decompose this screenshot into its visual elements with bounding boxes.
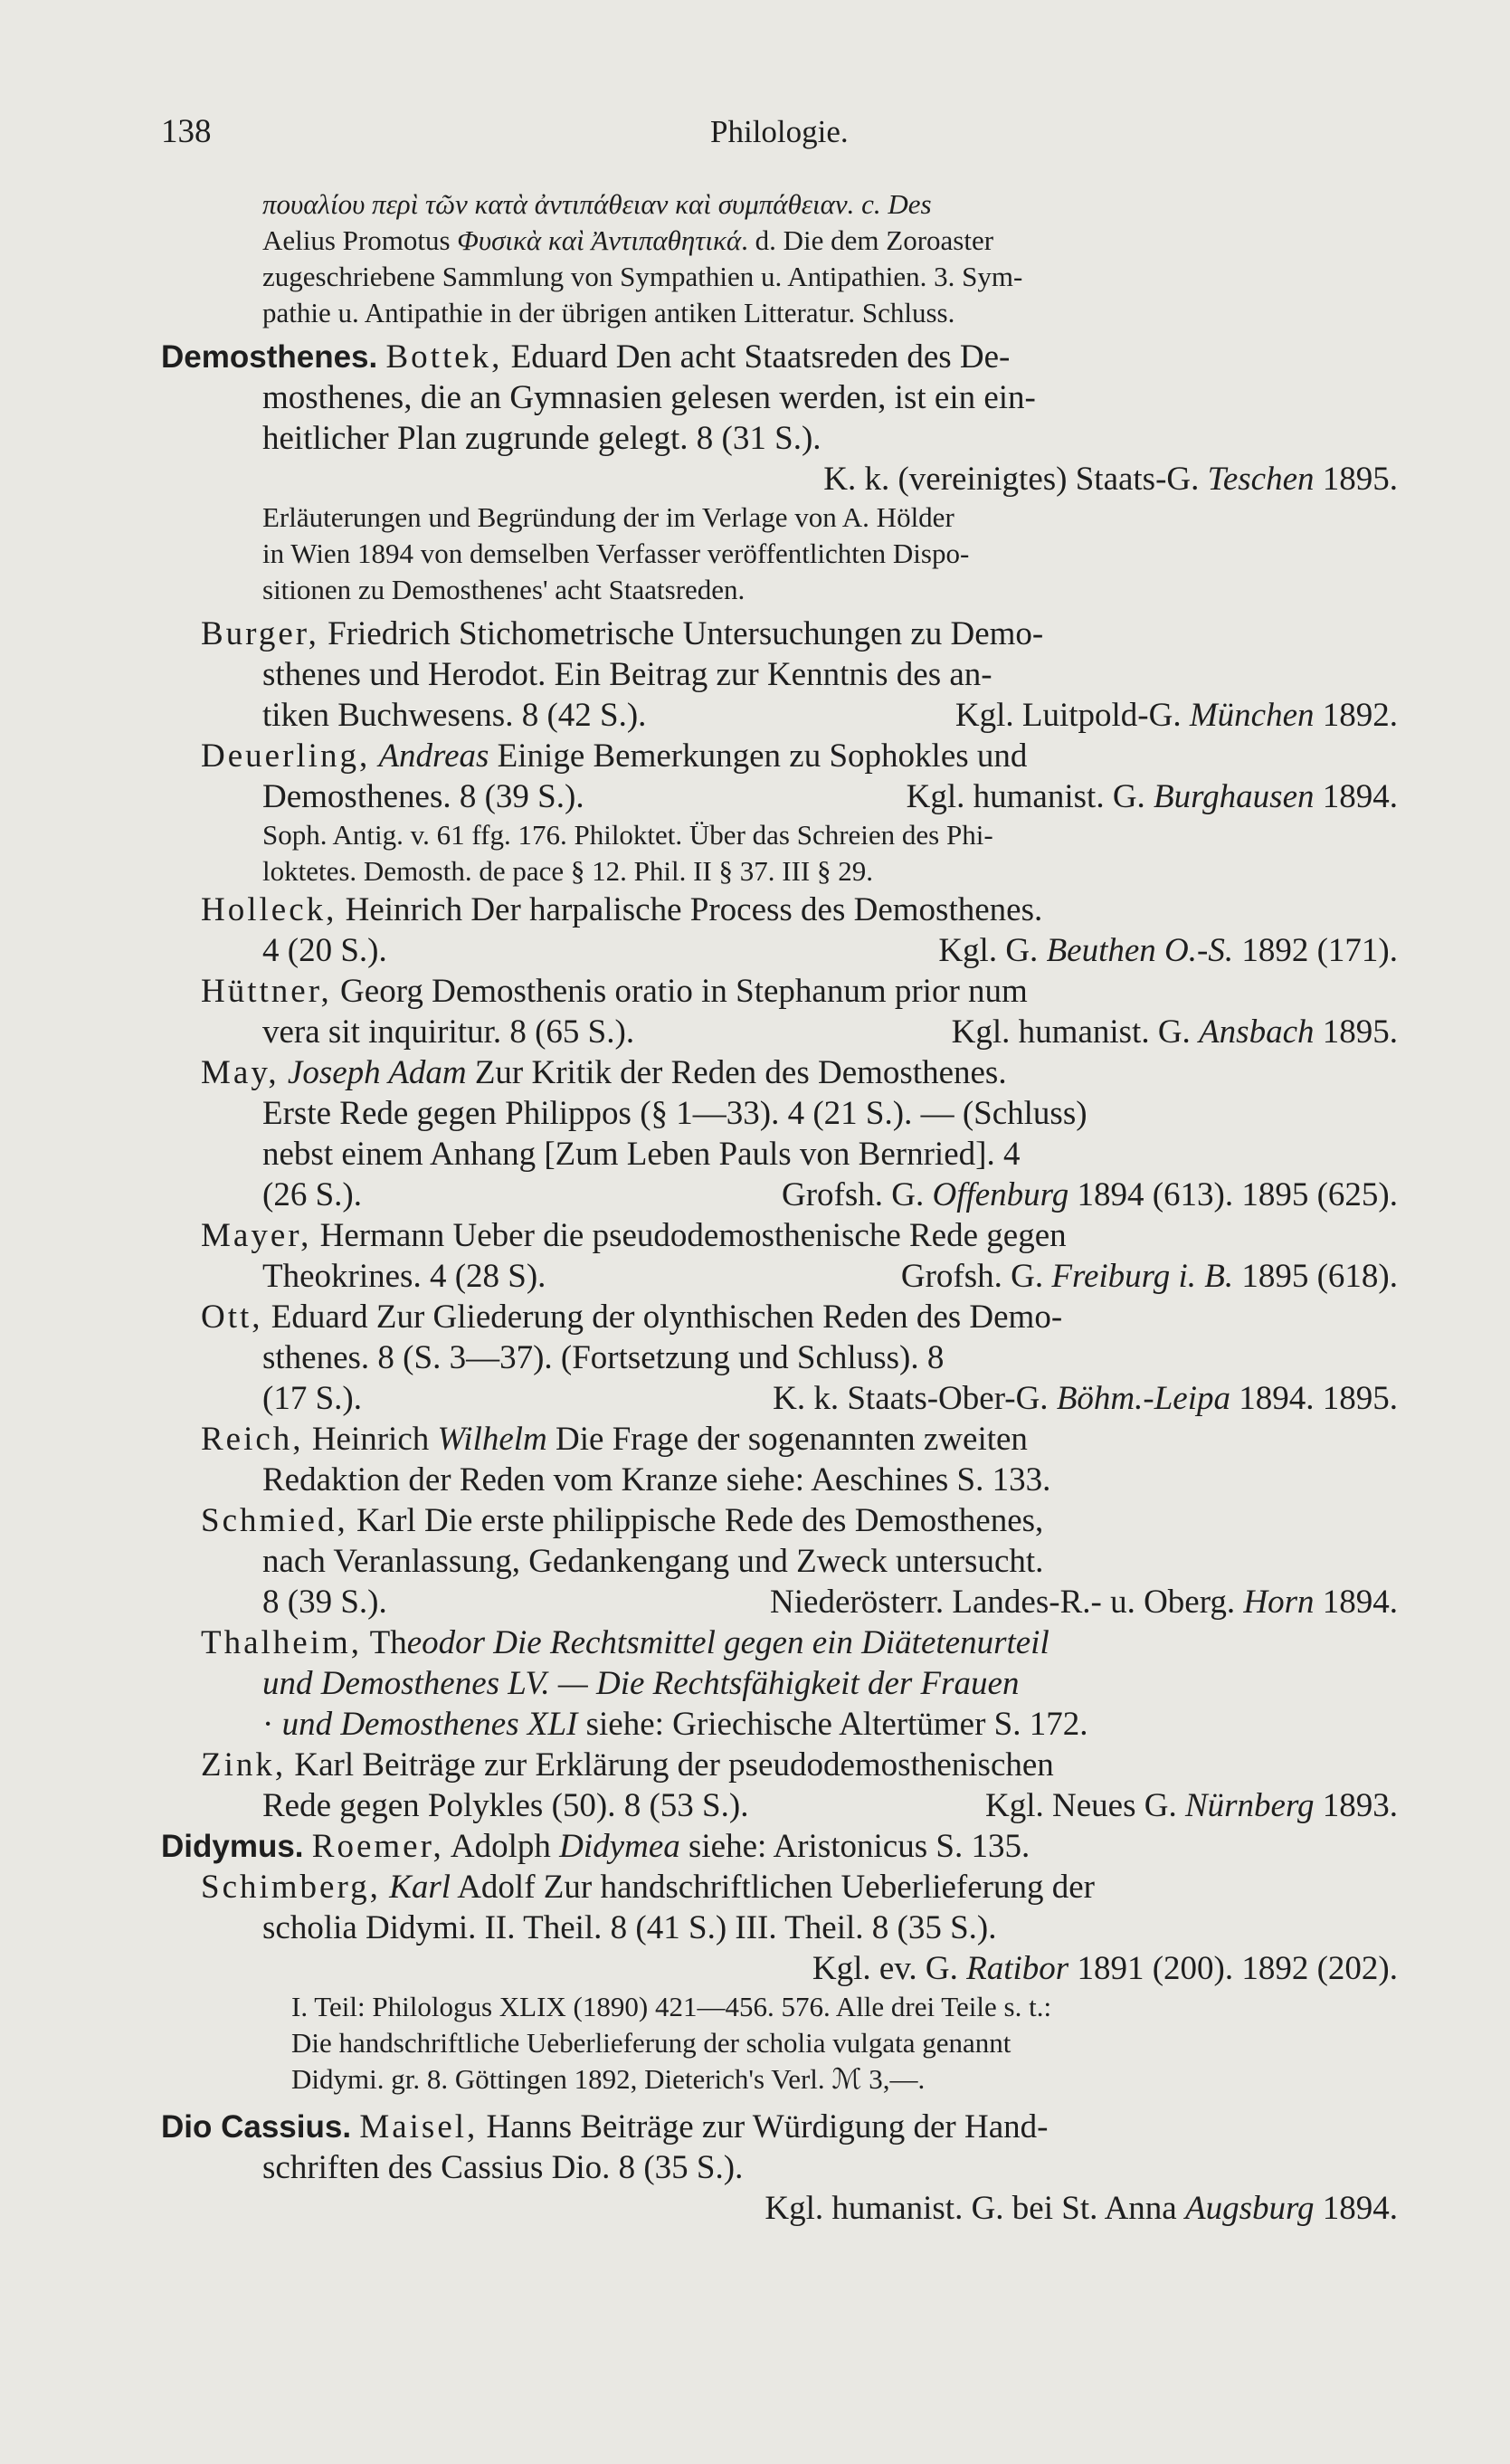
note-line — [0, 186, 1510, 223]
text-segment: Kgl. humanist. G. — [951, 1013, 1200, 1051]
text-segment: 1891 (200). 1892 (202). — [1068, 1950, 1398, 1987]
entry-line — [0, 1663, 1510, 1704]
entry-line — [0, 971, 1510, 1012]
entry-line — [0, 1337, 1510, 1378]
text-segment: πουαλίου περὶ τῶν κατὰ ἀντιπάθειαν καὶ συμπάθειαν. c. Des — [262, 188, 932, 220]
text-segment: Einige Bemerkungen zu Sophokles und — [489, 737, 1028, 775]
text-segment: und Demosthenes XLI — [281, 1706, 578, 1743]
note-line — [0, 536, 1510, 572]
text-segment: und Demosthenes LV. — Die Rechtsfähigkeit der Frauen — [262, 1665, 1020, 1702]
text-segment: Φυσικὰ καὶ Ἀντιπαθητικά — [457, 224, 742, 256]
text-segment: Offenburg — [932, 1176, 1069, 1213]
text-segment: eodor Die Rechtsmittel gegen ein Diätetenurteil — [406, 1624, 1049, 1661]
text-segment: sthenes. 8 (S. 3—37). (Fortsetzung und Schluss). 8 — [262, 1339, 945, 1376]
text-segment: Karl Beiträge zur Erklärung der pseudodemosthenischen — [286, 1746, 1054, 1784]
author-surname: Schmied, — [201, 1502, 348, 1539]
school-location-year — [782, 1175, 1398, 1215]
entry-line — [0, 2107, 1510, 2147]
school-location-year — [764, 2188, 1398, 2229]
author-surname: Reich, — [201, 1421, 304, 1458]
entry-line — [0, 736, 1510, 776]
entry-line — [0, 695, 1510, 736]
author-surname: Burger, — [201, 615, 319, 652]
text-segment: Kgl. Luitpold-G. — [954, 697, 1190, 734]
text-segment: Redaktion der Reden vom Kranze siehe: Aeschines S. 133. — [262, 1461, 1051, 1498]
note-line — [0, 1989, 1510, 2025]
entry-line — [0, 1256, 1510, 1297]
entry-line — [0, 418, 1510, 459]
text-segment: Erste Rede gegen Philippos (§ 1—33). 4 (21 S.). — (Schluss) — [262, 1095, 1087, 1132]
text-segment: Aelius Promotus — [262, 224, 458, 256]
note-line — [0, 853, 1510, 890]
text-segment: nach Veranlassung, Gedankengang und Zweck untersucht. — [262, 1543, 1044, 1580]
section-heading: Dio Cassius. — [161, 2109, 352, 2145]
entry-line — [0, 1215, 1510, 1256]
text-segment: scholia Didymi. II. Theil. 8 (41 S.) III. Theil. 8 (35 S.). — [262, 1909, 997, 1946]
text-segment: siehe: Griechische Altertümer S. 172. — [577, 1706, 1088, 1743]
text-segment: loktetes. Demosth. de pace § 12. Phil. II § 37. III § 29. — [262, 855, 873, 887]
text-segment: K. k. Staats-Ober-G. — [773, 1380, 1057, 1417]
author-surname: Hüttner, — [201, 973, 332, 1010]
author-surname: Holleck, — [201, 891, 337, 928]
author-surname: Roemer, — [311, 1828, 444, 1865]
school-location-year — [770, 1582, 1398, 1622]
text-segment: Kgl. Neues G. — [985, 1787, 1185, 1824]
text-segment: Niederösterr. Landes-R.- u. Oberg. — [770, 1584, 1244, 1621]
school-location-year — [901, 1256, 1398, 1297]
entry-line — [0, 1012, 1510, 1052]
text-segment: 1895 (618). — [1233, 1258, 1398, 1295]
text-segment: (26 S.). — [262, 1176, 362, 1213]
entry-line — [0, 930, 1510, 971]
school-location-year — [952, 1012, 1398, 1052]
text-segment: Eduard Zur Gliederung der olynthischen Reden des Demo- — [262, 1299, 1063, 1336]
school-location-year — [812, 1948, 1398, 1989]
text-segment: Grofsh. G. — [781, 1176, 933, 1213]
author-surname: May, — [201, 1054, 280, 1091]
note-line — [0, 817, 1510, 853]
text-segment: Heinrich — [303, 1421, 438, 1458]
text-segment: Die Frage der sogenannten zweiten — [546, 1421, 1028, 1458]
entry-line — [0, 1541, 1510, 1582]
text-segment — [304, 1828, 312, 1865]
text-segment: Didymea — [559, 1828, 680, 1865]
school-location-year — [938, 930, 1398, 971]
author-surname: Maisel, — [359, 2108, 479, 2145]
author-surname: Mayer, — [201, 1217, 312, 1254]
note-line — [0, 2061, 1510, 2098]
text-segment: pathie u. Antipathie in der übrigen antiken Litteratur. Schluss. — [262, 297, 955, 328]
text-segment: Rede gegen Polykles (50). 8 (53 S.). — [262, 1787, 749, 1824]
text-segment: Karl Die erste philippische Rede des Demosthenes, — [347, 1502, 1044, 1539]
text-segment: Wilhelm — [437, 1421, 547, 1458]
entry-line — [0, 890, 1510, 930]
text-segment: Heinrich Der harpalische Process des Demosthenes. — [337, 891, 1043, 928]
text-segment: 1892. — [1314, 697, 1398, 734]
entry-line — [0, 2188, 1510, 2229]
entry-line — [0, 1460, 1510, 1500]
school-location-year — [955, 695, 1398, 736]
entry-line — [0, 1948, 1510, 1989]
entry-line — [0, 1297, 1510, 1337]
entry-line — [0, 1134, 1510, 1175]
text-segment: zugeschriebene Sammlung von Sympathien u. Antipathien. 3. Sym- — [262, 261, 1023, 292]
text-segment: Soph. Antig. v. 61 ffg. 176. Philoktet. Über das Schreien des Phi- — [262, 819, 993, 851]
entry-line — [0, 1745, 1510, 1785]
text-segment: heitlicher Plan zugrunde gelegt. 8 (31 S.). — [262, 420, 821, 457]
text-segment: Horn — [1243, 1584, 1315, 1621]
author-surname: Bottek, — [385, 338, 503, 376]
text-segment: sitionen zu Demosthenes' acht Staatsreden. — [262, 574, 746, 605]
page-header — [0, 112, 1510, 157]
text-segment: 8 (39 S.). — [262, 1584, 387, 1621]
text-segment: Ratibor — [966, 1950, 1069, 1987]
text-segment: in Wien 1894 von demselben Verfasser veröffentlichten Dispo- — [262, 538, 970, 569]
text-segment: München — [1189, 697, 1315, 734]
author-surname: Thalheim, — [201, 1624, 363, 1661]
note-line — [0, 259, 1510, 295]
school-location-year — [773, 1378, 1398, 1419]
page-number: 138 — [161, 113, 212, 150]
running-title: Philologie. — [710, 114, 849, 149]
text-segment: 1894 (613). 1895 (625). — [1068, 1176, 1398, 1213]
author-surname: Schimberg, — [201, 1869, 381, 1906]
note-line — [0, 572, 1510, 608]
text-segment: Didymi. gr. 8. Göttingen 1892, Dieterich's Verl. ℳ 3,—. — [291, 2063, 926, 2095]
text-segment — [377, 338, 385, 376]
text-segment: Erläuterungen und Begründung der im Verlage von A. Hölder — [262, 501, 954, 533]
entry-line — [0, 1785, 1510, 1826]
text-segment: 4 (20 S.). — [262, 932, 387, 969]
text-segment: Kgl. G. — [938, 932, 1047, 969]
text-segment: Karl — [389, 1869, 451, 1906]
text-segment: Adolf Zur handschriftlichen Ueberlieferung der — [451, 1869, 1095, 1906]
text-segment: 1895. — [1314, 461, 1398, 498]
text-segment: 1894. 1895. — [1230, 1380, 1398, 1417]
text-segment: Augsburg — [1184, 2190, 1315, 2227]
text-segment — [280, 1054, 288, 1091]
section-heading: Didymus. — [161, 1829, 304, 1864]
text-segment: · — [262, 1706, 282, 1743]
entry-line — [0, 1622, 1510, 1663]
text-segment: Die handschriftliche Ueberlieferung der scholia vulgata genannt — [291, 2027, 1011, 2059]
text-segment: Eduard Den acht Staatsreden des De- — [502, 338, 1011, 376]
author-surname: Deuerling, — [201, 737, 371, 775]
text-segment: 1894. — [1314, 778, 1398, 815]
text-segment: (17 S.). — [262, 1380, 362, 1417]
entry-line — [0, 614, 1510, 654]
text-segment: Hanns Beiträge zur Würdigung der Hand- — [478, 2108, 1049, 2145]
text-segment: Freiburg i. B. — [1051, 1258, 1234, 1295]
text-segment — [351, 2108, 359, 2145]
entry-line — [0, 1826, 1510, 1867]
text-segment: Joseph Adam — [287, 1054, 467, 1091]
text-segment: nebst einem Anhang [Zum Leben Pauls von Bernried]. 4 — [262, 1136, 1021, 1173]
entry-line — [0, 1582, 1510, 1622]
text-segment: Andreas — [378, 737, 489, 775]
text-segment: Demosthenes. 8 (39 S.). — [262, 778, 584, 815]
text-segment: Böhm.-Leipa — [1056, 1380, 1230, 1417]
text-segment: 1894. — [1314, 2190, 1398, 2227]
text-segment: 1894. — [1314, 1584, 1398, 1621]
entry-line — [0, 1907, 1510, 1948]
entry-line — [0, 654, 1510, 695]
note-line — [0, 499, 1510, 536]
author-surname: Zink, — [201, 1746, 287, 1784]
note-line — [0, 295, 1510, 331]
entry-line — [0, 1500, 1510, 1541]
school-location-year — [823, 459, 1398, 499]
entry-line — [0, 337, 1510, 377]
text-segment: siehe: Aristonicus S. 135. — [679, 1828, 1030, 1865]
text-segment: Nürnberg — [1184, 1787, 1315, 1824]
entry-line — [0, 1704, 1510, 1745]
entry-line — [0, 1093, 1510, 1134]
note-line — [0, 2025, 1510, 2061]
text-segment: Teschen — [1207, 461, 1315, 498]
text-segment: 1893. — [1314, 1787, 1398, 1824]
school-location-year — [985, 1785, 1398, 1826]
text-segment: Grofsh. G. — [900, 1258, 1052, 1295]
text-segment: K. k. (vereinigtes) Staats-G. — [823, 461, 1208, 498]
entry-line — [0, 1052, 1510, 1093]
text-segment: I. Teil: Philologus XLIX (1890) 421—456. 576. Alle drei Teile s. t.: — [291, 1991, 1052, 2022]
entry-line — [0, 1175, 1510, 1215]
text-segment: schriften des Cassius Dio. 8 (35 S.). — [262, 2149, 744, 2186]
section-heading: Demosthenes. — [161, 339, 378, 375]
text-segment: sthenes und Herodot. Ein Beitrag zur Kenntnis des an- — [262, 656, 992, 693]
text-segment: . d. Die dem Zoroaster — [741, 224, 994, 256]
text-segment: Hermann Ueber die pseudodemosthenische Rede gegen — [311, 1217, 1067, 1254]
entry-line — [0, 1867, 1510, 1907]
text-segment: 1895. — [1314, 1013, 1398, 1051]
text-segment: Georg Demosthenis oratio in Stephanum prior num — [331, 973, 1028, 1010]
text-segment: vera sit inquiritur. 8 (65 S.). — [262, 1013, 635, 1051]
text-segment: tiken Buchwesens. 8 (42 S.). — [262, 697, 647, 734]
text-segment: Burghausen — [1154, 778, 1315, 815]
author-surname: Ott, — [201, 1299, 263, 1336]
entry-line — [0, 377, 1510, 418]
text-segment: Theokrines. 4 (28 S). — [262, 1258, 546, 1295]
text-segment: Kgl. humanist. G. — [906, 778, 1154, 815]
text-segment: Beuthen O.-S. — [1046, 932, 1234, 969]
text-segment: Kgl. ev. G. — [812, 1950, 967, 1987]
text-segment: Ansbach — [1199, 1013, 1315, 1051]
entry-line — [0, 1378, 1510, 1419]
entry-line — [0, 2147, 1510, 2188]
text-segment: Adolph — [443, 1828, 560, 1865]
text-segment: Zur Kritik der Reden des Demosthenes. — [466, 1054, 1007, 1091]
text-segment: Friedrich Stichometrische Untersuchungen zu Demo- — [318, 615, 1044, 652]
bibliography-body — [0, 186, 1510, 2229]
entry-line — [0, 776, 1510, 817]
school-location-year — [907, 776, 1398, 817]
text-segment — [381, 1869, 389, 1906]
note-line — [0, 223, 1510, 259]
text-segment: Kgl. humanist. G. bei St. Anna — [764, 2190, 1185, 2227]
text-segment: Th — [362, 1624, 407, 1661]
text-segment: 1892 (171). — [1233, 932, 1398, 969]
text-segment: mosthenes, die an Gymnasien gelesen werden, ist ein ein- — [262, 379, 1036, 416]
entry-line — [0, 459, 1510, 499]
entry-line — [0, 1419, 1510, 1460]
